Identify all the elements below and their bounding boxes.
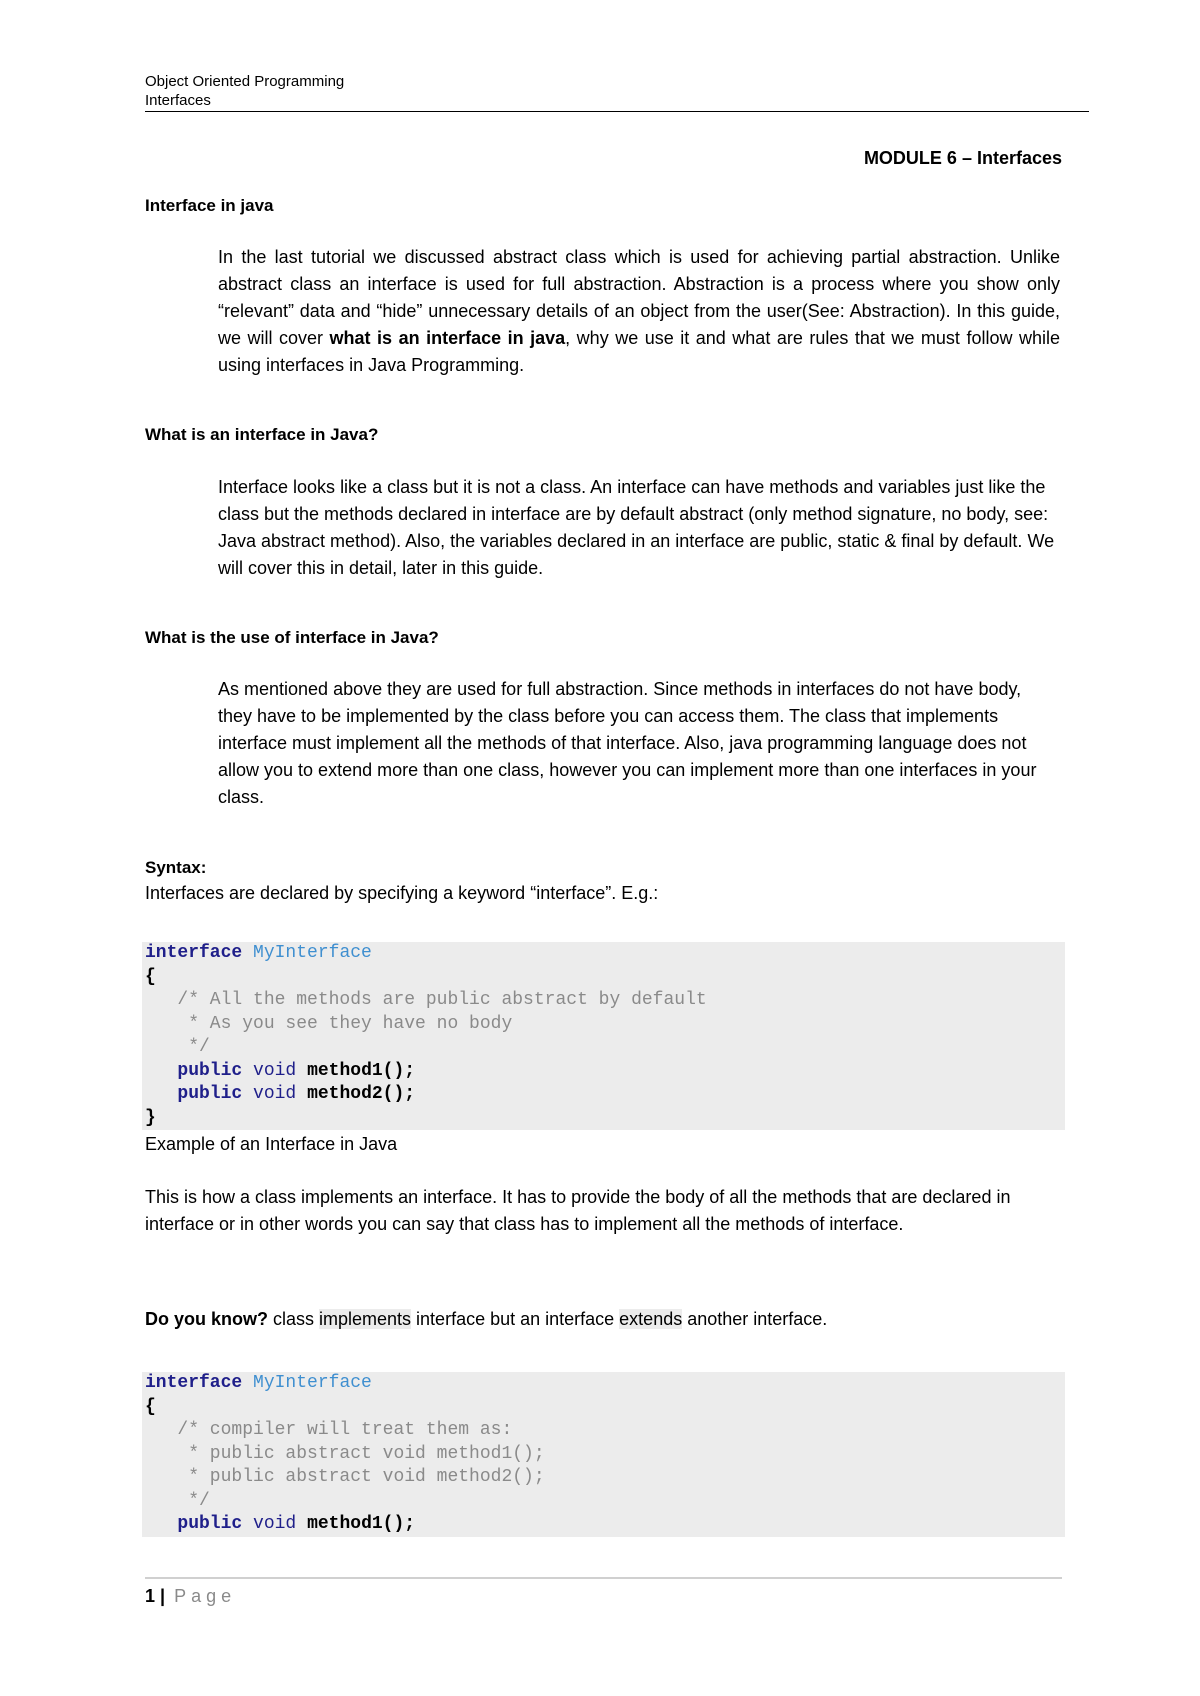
code-keyword: public [177, 1084, 243, 1104]
page-footer [145, 1586, 236, 1607]
code-indent [145, 1514, 177, 1534]
do-you-know-note [145, 1306, 1060, 1333]
page-word: Page [174, 1586, 237, 1606]
running-header [145, 72, 344, 110]
intro-text-a: In the last tutorial we discussed abstract class which is used for achieving partial abstraction. Unlike abstract class an interface is used for full abstraction. Abstraction is a process where you show only “relevant” data and “hide” unnecessary details of an object from the user(See: Abstraction). In this guide, we will cover [218, 247, 1060, 348]
code-comment: * public abstract void method2(); [145, 1467, 545, 1487]
code-comment: * As you see they have no body [145, 1013, 513, 1034]
section-title-what-is-interface: What is an interface in Java? [145, 425, 379, 444]
code-brace: } [145, 1107, 156, 1128]
note-text: class [268, 1309, 320, 1329]
code-keyword: void [253, 1060, 297, 1081]
module-title: MODULE 6 – Interfaces [863, 148, 1062, 168]
code-comment: /* compiler will treat them as: [145, 1420, 513, 1440]
code-caption: Example of an Interface in Java [145, 1134, 398, 1154]
code-keyword: interface [145, 943, 243, 963]
code-block-interface-example [142, 942, 1065, 1130]
page-separator: | [160, 1586, 166, 1606]
code-type-name: MyInterface [253, 1373, 372, 1393]
code-keyword: interface [145, 1373, 243, 1393]
syntax-text: Interfaces are declared by specifying a keyword “interface”. E.g.: [145, 883, 659, 903]
code-comment: */ [145, 1490, 210, 1511]
code-comment: * public abstract void method1(); [145, 1443, 545, 1464]
use-paragraph: As mentioned above they are used for full abstraction. Since methods in interfaces do not have body, they have to be implemented by the class before you can access them. The class that implements interface must implement all the methods of that interface. Also, java programming language does not allow you to extend more than one class, however you can implement more than one interfaces in your class. [218, 679, 1037, 807]
code-keyword: public [177, 1514, 243, 1534]
intro-text-b: , why we use it and what are rules that we must follow while using interfaces in Java Programming. [218, 328, 1060, 375]
code-brace: { [145, 966, 156, 987]
code-type-name: MyInterface [253, 943, 372, 963]
code-brace: { [145, 1396, 156, 1417]
code-method: method2(); [307, 1084, 416, 1104]
section-title-use-of-interface: What is the use of interface in Java? [145, 628, 439, 647]
code-comment: /* All the methods are public abstract by default [145, 990, 707, 1010]
header-divider [145, 111, 1089, 112]
footer-divider [145, 1577, 1062, 1579]
code-block-compiler-treatment [142, 1372, 1065, 1537]
page-number: 1 [145, 1586, 156, 1606]
what-is-paragraph: Interface looks like a class but it is not a class. An interface can have methods and variables just like the class but the methods declared in interface are by default abstract (only method signature, no body, see: Java abstract method). Also, the variables declared in an interface are public, static & final by default. We will cover this in detail, later in this guide. [218, 477, 1055, 578]
code-keyword: void [253, 1084, 297, 1104]
code-keyword: public [177, 1060, 243, 1081]
code-method: method1(); [307, 1514, 416, 1534]
header-topic: Interfaces [145, 92, 211, 109]
intro-paragraph [218, 244, 1060, 379]
code-method: method1(); [307, 1060, 416, 1081]
note-keyword-implements: implements [319, 1309, 412, 1329]
section-title-interface-in-java: Interface in java [145, 196, 274, 215]
note-text: interface but an interface [411, 1309, 620, 1329]
syntax-label: Syntax: [145, 858, 207, 877]
note-keyword-extends: extends [619, 1309, 683, 1329]
header-course: Object Oriented Programming [145, 73, 345, 90]
note-text: another interface. [682, 1309, 828, 1329]
code-indent [145, 1061, 177, 1081]
code-comment: */ [145, 1037, 210, 1057]
code-indent [145, 1084, 177, 1104]
do-you-know-label: Do you know? [145, 1309, 268, 1329]
implements-paragraph: This is how a class implements an interface. It has to provide the body of all the methods that are declared in interface or in other words you can say that class has to implement all the methods of interface. [145, 1187, 1011, 1234]
code-keyword: void [253, 1514, 297, 1534]
intro-text-bold: what is an interface in java [329, 328, 566, 348]
